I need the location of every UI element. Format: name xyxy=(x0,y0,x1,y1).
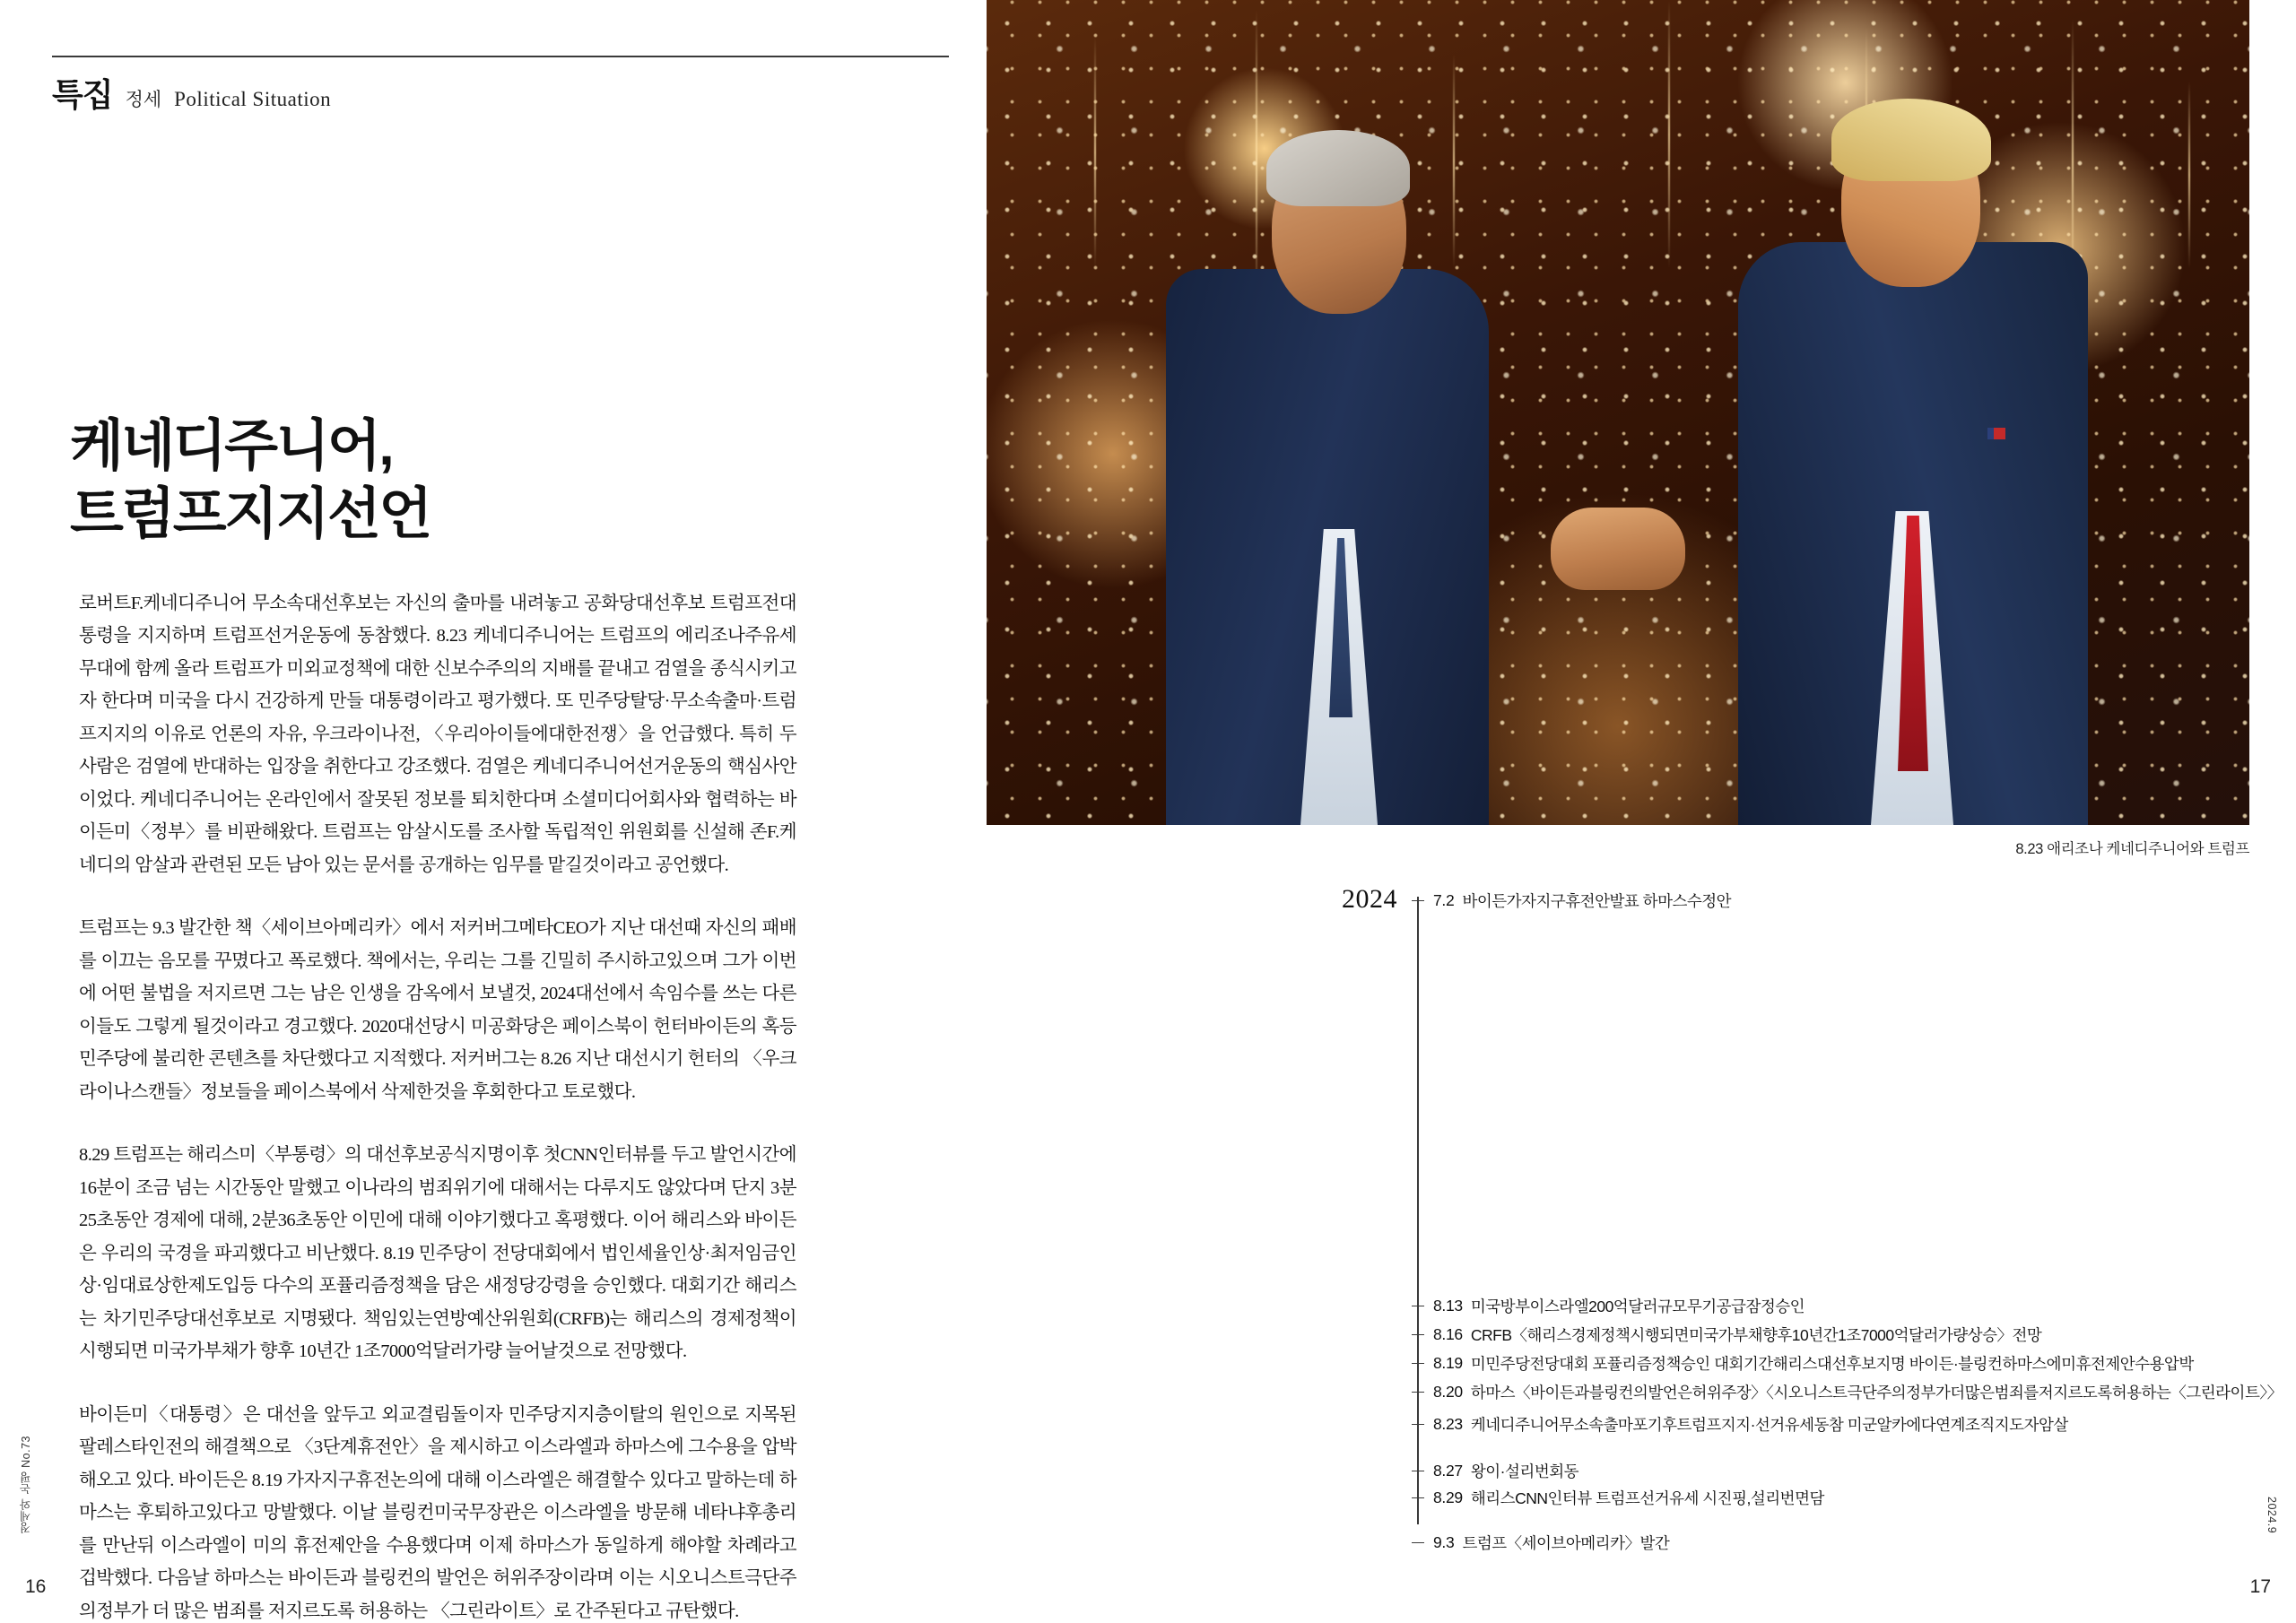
timeline-entry xyxy=(1412,890,1731,912)
timeline-entry-text: 미민주당전당대회 포퓰리즘정책승인 대회기간해리스대선후보지명 바이든·블링컨하마스에미휴전제안수용압박 xyxy=(1470,1355,2194,1373)
left-page xyxy=(0,0,987,1623)
timeline-entry-text: 바이든가자지구휴전안발표 하마스수정안 xyxy=(1462,892,1732,910)
section-subtitle-english: Political Situation xyxy=(174,88,332,110)
hair xyxy=(1831,99,1991,181)
timeline-entry xyxy=(1412,1295,1805,1317)
person-trump xyxy=(1711,0,2088,825)
timeline-entry-date: 8.27 xyxy=(1433,1462,1463,1480)
timeline-entry-text: 하마스〈바이든과블링컨의발언은허위주장〉〈시오니스트극단주의정부가더많은범죄를저지르도록허용하는〈그린라이트〉〉 xyxy=(1470,1384,2283,1402)
page-number-left: 16 xyxy=(25,1576,47,1597)
timeline-entry-text: 미국방부이스라엘200억달러규모무기공급잠정승인 xyxy=(1470,1298,1805,1315)
timeline-tick-icon xyxy=(1412,1424,1424,1426)
timeline-entry-date: 8.20 xyxy=(1433,1383,1463,1401)
headline-line-1: 케네디주니어, xyxy=(70,414,393,477)
photo-caption: 8.23 애리조나 케네디주니어와 트럼프 xyxy=(2015,841,2249,857)
hair xyxy=(1266,130,1410,206)
flag-pin-icon xyxy=(1987,428,2005,439)
page-number-right: 17 xyxy=(2249,1576,2271,1597)
timeline-entry xyxy=(1412,1487,1824,1509)
timeline-entry-date: 8.13 xyxy=(1433,1297,1463,1315)
article-body xyxy=(79,587,796,1623)
article-paragraph: 트럼프는 9.3 발간한 책〈세이브아메리카〉에서 저커버그메타CEO가 지난 대선때 자신의 패배를 이끄는 음모를 꾸몄다고 폭로했다. 책에서는, 우리는 그를 긴밀히 주시하고있으며 그가 이번에 어떤 불법을 저지르면 그는 남은 인생을 감옥에서 보낼것, 2024대선에서 속임수를 쓰는 다른 이들도 그렇게 될것이라고 경고했다. 2020대선당시 미공화당은 페이스북이 헌터바이든의 혹등 민주당에 불리한 콘텐츠를 차단했다고 지적했다. 저커버그는 8.26 지난 대선시기 헌터의 〈우크라이나스캔들〉정보들을 페이스북에서 삭제한것을 후회한다고 토로했다. xyxy=(79,918,796,1102)
timeline-entry-text: 트럼프〈세이브아메리카〉발간 xyxy=(1462,1534,1670,1552)
timeline-entry-date: 7.2 xyxy=(1433,891,1455,909)
timeline-entry xyxy=(1412,1413,2068,1436)
handshake xyxy=(1551,508,1685,590)
spine-text-left: 정세와 논평 No.73 xyxy=(20,1436,32,1533)
spark-streak xyxy=(1668,0,1670,269)
article-paragraph: 8.29 트럼프는 해리스미〈부통령〉의 대선후보공식지명이후 첫CNN인터뷰를 두고 발언시간에 16분이 조금 넘는 시간동안 말했고 이나라의 범죄위기에 대해서는 다루지도 않았다며 단지 3분25초동안 경제에 대해, 2분36초동안 이민에 대해 이야기했다고 혹평했다. 이어 해리스와 바이든은 우리의 국경을 파괴했다고 비난했다. 8.19 민주당이 전당대회에서 법인세율인상·최저임금인상·임대료상한제도입등 다수의 포퓰리즘정책을 담은 새정당강령을 승인했다. 대회기간 해리스는 차기민주당대선후보로 지명됐다. 책임있는연방예산위원회(CRFB)는 해리스의 경제정책이 시행되면 미국가부채가 향후 10년간 1조7000억달러가량 늘어날것으로 전망했다. xyxy=(79,1145,796,1362)
timeline-entry xyxy=(1412,1324,2041,1346)
right-page xyxy=(987,0,2296,1623)
headline-line-2: 트럼프지지선언 xyxy=(70,482,430,545)
timeline-tick-icon xyxy=(1412,1497,1424,1499)
timeline-entry-date: 9.3 xyxy=(1433,1533,1455,1551)
timeline-entry xyxy=(1412,1381,2283,1403)
timeline-tick-icon xyxy=(1412,1363,1424,1365)
timeline-entry xyxy=(1412,1460,1578,1482)
article-photo xyxy=(987,0,2249,825)
timeline-tick-icon xyxy=(1412,1471,1424,1472)
article-paragraph: 바이든미〈대통령〉은 대선을 앞두고 외교결림돌이자 민주당지지층이탈의 원인으로 지목된 팔레스타인전의 해결책으로 〈3단계휴전안〉을 제시하고 이스라엘과 하마스에 그수용을 압박해오고 있다. 바이든은 8.19 가자지구휴전논의에 대해 이스라엘은 해결할수 있다고 말하는데 하마스는 후퇴하고있다고 망발했다. 이날 블링컨미국무장관은 이스라엘을 방문해 네타냐후총리를 만난뒤 이스라엘이 미의 휴전제안을 수용했다며 이제 하마스가 동일하게 해야할 차례라고 겁박했다. 다음날 하마스는 바이든과 블링컨의 발언은 허위주장이라며 이는 시오니스트극단주의정부가 더 많은 범죄를 저지르도록 허용하는 〈그린라이트〉로 간주된다고 규탄했다. xyxy=(79,1404,796,1621)
timeline-tick-icon xyxy=(1412,1334,1424,1336)
section-header xyxy=(52,70,331,116)
page-title xyxy=(70,412,430,550)
spark-streak xyxy=(2188,81,2190,269)
timeline-entry-date: 8.23 xyxy=(1433,1415,1463,1433)
timeline-entry xyxy=(1412,1532,1669,1554)
section-kicker-korean: 특집 xyxy=(52,76,113,113)
timeline-tick-icon xyxy=(1412,1392,1424,1393)
timeline-tick-icon xyxy=(1412,1306,1424,1307)
article-paragraph: 로버트F.케네디주니어 무소속대선후보는 자신의 출마를 내려놓고 공화당대선후보 트럼프전대통령을 지지하며 트럼프선거운동에 동참했다. 8.23 케네디주니어는 트럼프의 에리조나주유세무대에 함께 올라 트럼프가 미외교정책에 대한 신보수주의의 지배를 끝내고 검열을 종식시키고자 한다며 미국을 다시 건강하게 만들 대통령이라고 평가했다. 또 민주당탈당·무소속출마·트럼프지지의 이유로 언론의 자유, 우크라이나전, 〈우리아이들에대한전쟁〉을 언급했다. 특히 두사람은 검열에 반대하는 입장을 취한다고 강조했다. 검열은 케네디주니어선거운동의 핵심사안이었다. 케네디주니어는 온라인에서 잘못된 정보를 퇴치한다며 소셜미디어회사와 협력하는 바이든미〈정부〉를 비판해왔다. 트럼프는 암살시도를 조사할 독립적인 위원회를 신설해 존F.케네디의 암살과 관련된 모든 남아 있는 문서를 공개하는 임무를 맡길것이라고 공언했다. xyxy=(79,594,796,875)
timeline-entry-text: 케네디주니어무소속출마포기후트럼프지지·선거유세동참 미군알카에다연계조직지도자암살 xyxy=(1470,1416,2068,1434)
spark-streak xyxy=(1094,36,1096,269)
timeline-entry-text: CRFB〈해리스경제정책시행되면미국가부채향후10년간1조7000억달러가량상승〉전망 xyxy=(1470,1326,2042,1344)
timeline-entry-text: 왕이·설리번회동 xyxy=(1470,1462,1579,1480)
timeline-entry xyxy=(1412,1352,2194,1375)
timeline-entry-date: 8.29 xyxy=(1433,1488,1463,1506)
timeline-entry-date: 8.19 xyxy=(1433,1354,1463,1372)
section-subtitle-korean: 정세 xyxy=(125,90,162,110)
header-divider xyxy=(52,56,949,57)
timeline-entry-text: 해리스CNN인터뷰 트럼프선거유세 시진핑,설리번면담 xyxy=(1470,1489,1824,1507)
timeline-entry-date: 8.16 xyxy=(1433,1325,1463,1343)
spine-text-right: 2024.9 xyxy=(2266,1496,2278,1533)
timeline-tick-icon xyxy=(1412,900,1424,902)
timeline-year-label: 2024 xyxy=(1342,884,1397,914)
person-kennedy-jr xyxy=(1166,0,1525,825)
timeline-tick-icon xyxy=(1412,1542,1424,1544)
